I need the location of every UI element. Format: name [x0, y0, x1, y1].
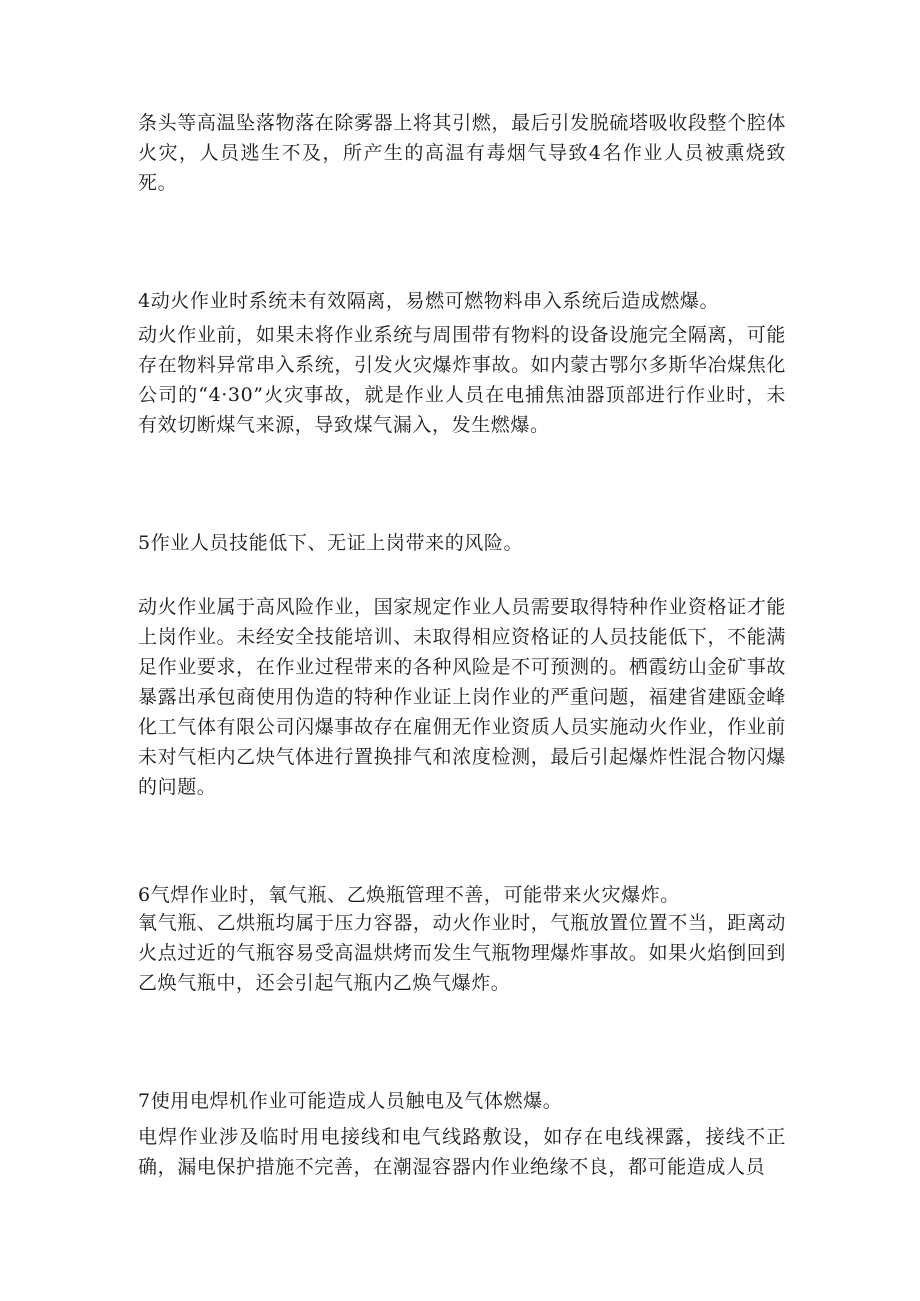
section-heading-7: 7使用电焊机作业可能造成人员触电及气体燃爆。 [138, 1090, 563, 1112]
section-heading-5: 5作业人员技能低下、无证上岗带来的风险。 [138, 532, 524, 554]
paragraph-electric-welding: 电焊作业涉及临时用电接线和电气线路敷设，如存在电线裸露，接线不正确，漏电保护措施不完善，在潮湿容器内作业绝缘不良，都可能造成人员 [138, 1126, 786, 1178]
section-heading-6: 6气焊作业时，氧气瓶、乙焕瓶管理不善，可能带来火灾爆炸。 [138, 884, 680, 906]
paragraph-unlicensed-workers: 动火作业属于高风险作业，国家规定作业人员需要取得特种作业资格证才能上岗作业。未经安全技能培训、未取得相应资格证的人员技能低下，不能满足作业要求，在作业过程带来的各种风险是不可预测的。栖霞纺山金矿事故暴露出承包商使用伪造的特种作业证上岗作业的严重问题，福建省建瓯金峰化工气体有限公司闪爆事故存在雇佣无作业资质人员实施动火作业，作业前未对气柜内乙炔气体进行置换排气和浓度检测，最后引起爆炸性混合物闪爆的问题。 [138, 596, 786, 798]
paragraph-gas-cylinders: 氧气瓶、乙烘瓶均属于压力容器，动火作业时，气瓶放置位置不当，距离动火点过近的气瓶容易受高温烘烤而发生气瓶物理爆炸事故。如果火焰倒回到乙焕气瓶中，还会引起气瓶内乙焕气爆炸。 [138, 912, 786, 994]
paragraph-desulfurization-fire: 条头等高温坠落物落在除雾器上将其引燃，最后引发脱硫塔吸收段整个腔体火灾，人员逃生不及，所产生的高温有毒烟气导致4名作业人员被熏烧致死。 [138, 112, 786, 194]
section-heading-4: 4动火作业时系统未有效隔离，易燃可燃物料串入系统后造成燃爆。 [138, 290, 720, 312]
paragraph-isolation: 动火作业前，如果未将作业系统与周围带有物料的设备设施完全隔离，可能存在物料异常串入系统，引发火灾爆炸事故。如内蒙古鄂尔多斯华冶煤焦化公司的“4·30”火灾事故，就是作业人员在电捕焦油器顶部进行作业时，未有效切断煤气来源，导致煤气漏入，发生燃爆。 [138, 324, 786, 436]
